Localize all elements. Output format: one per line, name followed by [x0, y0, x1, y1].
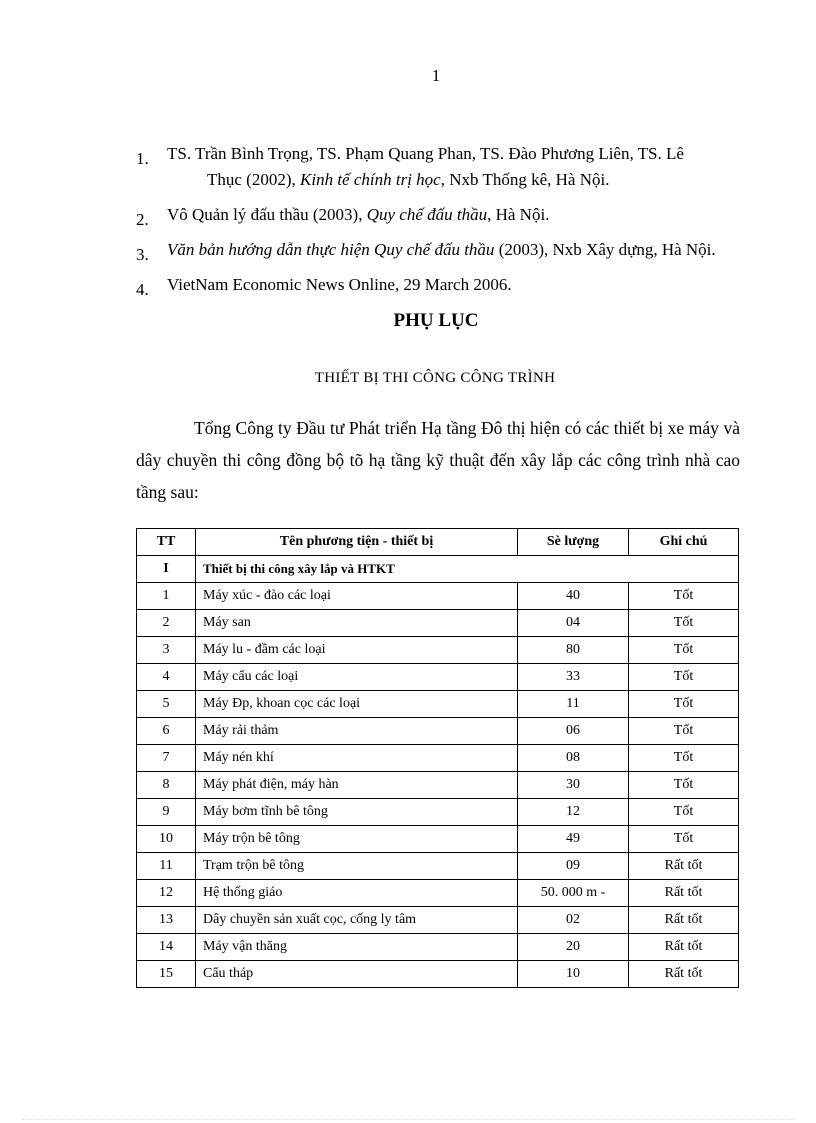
section-subtitle: THIẾT BỊ THI CÔNG CÔNG TRÌNH — [314, 370, 556, 386]
equipment-name: Máy xúc - đào các loại — [196, 583, 518, 610]
note: Tốt — [629, 583, 739, 610]
column-header-quantity: Sè lượng — [518, 529, 629, 556]
page-bottom-divider — [22, 1119, 794, 1120]
reference-text: Vô Quản lý đấu thầu (2003), — [167, 205, 367, 224]
table-row — [137, 583, 739, 610]
equipment-name: Máy vận thăng — [196, 934, 518, 961]
reference-item — [136, 202, 746, 228]
equipment-name: Trạm trộn bê tông — [196, 853, 518, 880]
quantity: 10 — [518, 961, 629, 988]
note: Rất tốt — [629, 907, 739, 934]
intro-paragraph: Tổng Công ty Đầu tư Phát triển Hạ tầng Đô thị hiện có các thiết bị xe máy và dây chuyền thi công đồng bộ tõ hạ tầng kỹ thuật đến xây lắp các công trình nhà cao tầng sau: — [136, 418, 740, 502]
equipment-name: Máy bơm tĩnh bê tông — [196, 799, 518, 826]
quantity: 12 — [518, 799, 629, 826]
table-header-row — [137, 529, 739, 556]
column-header-name: Tên phương tiện - thiết bị — [196, 529, 518, 556]
table-row — [137, 961, 739, 988]
quantity: 20 — [518, 934, 629, 961]
table-row — [137, 664, 739, 691]
note: Tốt — [629, 745, 739, 772]
quantity: 49 — [518, 826, 629, 853]
table-row — [137, 826, 739, 853]
equipment-name: Máy trộn bê tông — [196, 826, 518, 853]
reference-title: Văn bản hướng dẫn thực hiện Quy chế đấu thầu — [167, 240, 495, 259]
quantity: 30 — [518, 772, 629, 799]
reference-text: Thục (2002), — [207, 170, 301, 189]
row-number: 13 — [137, 907, 196, 934]
row-number: 1 — [137, 583, 196, 610]
equipment-name: Cẩu tháp — [196, 961, 518, 988]
note: Tốt — [629, 637, 739, 664]
equipment-name: Máy cẩu các loại — [196, 664, 518, 691]
table-row — [137, 934, 739, 961]
reference-number: 3. — [136, 245, 149, 264]
appendix-title: PHỤ LỤC — [393, 310, 479, 331]
equipment-name: Máy Đp, khoan cọc các loại — [196, 691, 518, 718]
equipment-name: Dây chuyền sản xuất cọc, cống ly tâm — [196, 907, 518, 934]
table-row — [137, 880, 739, 907]
table-row — [137, 637, 739, 664]
reference-item — [136, 237, 746, 263]
note: Rất tốt — [629, 853, 739, 880]
row-number: 10 — [137, 826, 196, 853]
table-body — [137, 556, 739, 988]
row-number: 7 — [137, 745, 196, 772]
quantity: 40 — [518, 583, 629, 610]
quantity: 33 — [518, 664, 629, 691]
reference-continuation — [167, 167, 746, 193]
table-row — [137, 745, 739, 772]
table-row — [137, 718, 739, 745]
page-number: 1 — [431, 66, 441, 85]
row-number: 5 — [137, 691, 196, 718]
reference-text: , Nxb Thống kê, Hà Nội. — [440, 170, 610, 189]
note: Rất tốt — [629, 880, 739, 907]
quantity: 09 — [518, 853, 629, 880]
reference-text: TS. Trần Bình Trọng, TS. Phạm Quang Phan, TS. Đào Phương Liên, TS. Lê — [167, 144, 684, 163]
row-number: 9 — [137, 799, 196, 826]
row-number: 6 — [137, 718, 196, 745]
reference-number: 2. — [136, 210, 149, 229]
note: Tốt — [629, 664, 739, 691]
table-row — [137, 772, 739, 799]
note: Tốt — [629, 799, 739, 826]
table-row — [137, 610, 739, 637]
column-header-tt: TT — [137, 529, 196, 556]
note: Tốt — [629, 718, 739, 745]
row-number: 2 — [137, 610, 196, 637]
reference-number: 4. — [136, 280, 149, 299]
row-number: 8 — [137, 772, 196, 799]
row-number: 4 — [137, 664, 196, 691]
note: Rất tốt — [629, 961, 739, 988]
table-row — [137, 799, 739, 826]
note: Tốt — [629, 772, 739, 799]
quantity: 06 — [518, 718, 629, 745]
table-row — [137, 853, 739, 880]
table-row — [137, 907, 739, 934]
group-number: I — [137, 556, 196, 583]
equipment-name: Hệ thống giáo — [196, 880, 518, 907]
quantity: 80 — [518, 637, 629, 664]
group-name: Thiết bị thi công xây lắp và HTKT — [196, 556, 739, 583]
equipment-name: Máy san — [196, 610, 518, 637]
equipment-name: Máy lu - đầm các loại — [196, 637, 518, 664]
equipment-name: Máy rải thảm — [196, 718, 518, 745]
reference-title: Kinh tế chính trị học — [300, 170, 441, 189]
row-number: 15 — [137, 961, 196, 988]
note: Tốt — [629, 610, 739, 637]
reference-text: (2003), Nxb Xây dựng, Hà Nội. — [494, 240, 716, 259]
reference-list — [136, 141, 746, 307]
row-number: 11 — [137, 853, 196, 880]
note: Tốt — [629, 691, 739, 718]
equipment-name: Máy phát điện, máy hàn — [196, 772, 518, 799]
reference-title: Quy chế đấu thầu — [366, 205, 488, 224]
quantity: 04 — [518, 610, 629, 637]
reference-item — [136, 141, 746, 193]
equipment-name: Máy nén khí — [196, 745, 518, 772]
row-number: 3 — [137, 637, 196, 664]
note: Rất tốt — [629, 934, 739, 961]
reference-text: VietNam Economic News Online, 29 March 2006. — [167, 275, 512, 294]
table-row — [137, 691, 739, 718]
quantity: 50. 000 m - — [518, 880, 629, 907]
quantity: 11 — [518, 691, 629, 718]
note: Tốt — [629, 826, 739, 853]
quantity: 02 — [518, 907, 629, 934]
equipment-table — [136, 528, 739, 988]
reference-item — [136, 272, 746, 298]
reference-text: , Hà Nội. — [487, 205, 550, 224]
group-row — [137, 556, 739, 583]
quantity: 08 — [518, 745, 629, 772]
row-number: 12 — [137, 880, 196, 907]
row-number: 14 — [137, 934, 196, 961]
column-header-note: Ghi chú — [629, 529, 739, 556]
reference-number: 1. — [136, 149, 149, 168]
